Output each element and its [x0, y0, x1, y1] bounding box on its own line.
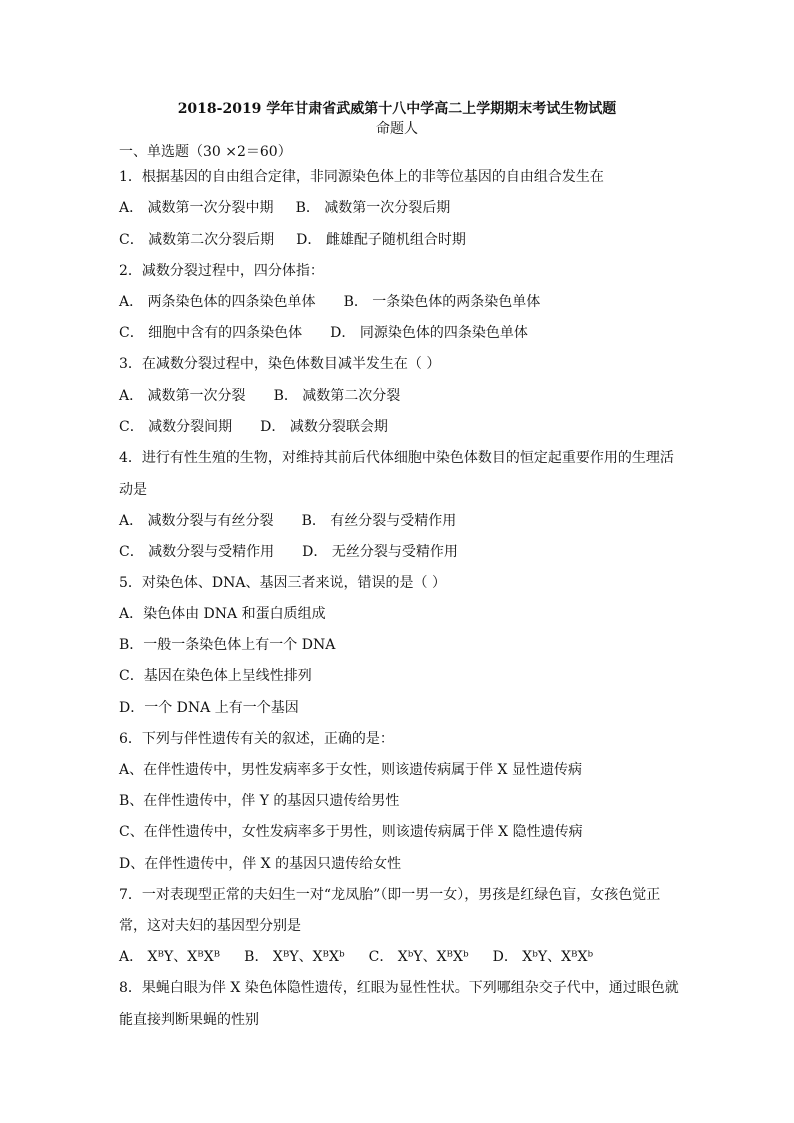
question-7-stem-line1: 7．一对表现型正常的夫妇生一对“龙凤胎”（即一男一女），男孩是红绿色盲，女孩色觉正: [119, 887, 661, 903]
q1-option-d: D． 雌雄配子随机组合时期: [296, 232, 466, 248]
question-7-stem-line2: 常，这对夫妇的基因型分别是: [119, 918, 301, 934]
question-4-stem-line2: 动是: [119, 482, 147, 498]
q2-option-a: A． 两条染色体的四条染色单体: [119, 294, 316, 310]
question-2-stem: 2．减数分裂过程中，四分体指：: [119, 263, 324, 279]
question-5-stem: 5．对染色体、DNA、基因三者来说，错误的是（ ）: [119, 575, 446, 591]
q5-option-c: C．基因在染色体上呈线性排列: [119, 668, 312, 684]
question-7-options: [119, 946, 593, 966]
q7-option-b: B． XᴮY、XᴮXᵇ: [244, 949, 345, 965]
question-3-options-row2: [119, 416, 388, 436]
q5-option-b: B．一般一条染色体上有一个 DNA: [119, 637, 336, 653]
q3-option-a: A． 减数第一次分裂: [119, 388, 246, 404]
q5-option-a: A．染色体由 DNA 和蛋白质组成: [119, 606, 326, 622]
q2-option-d: D． 同源染色体的四条染色单体: [330, 325, 528, 341]
question-3-stem: 3．在减数分裂过程中，染色体数目减半发生在（ ）: [119, 356, 441, 372]
question-8-stem-line1: 8．果蝇白眼为伴 X 染色体隐性遗传，红眼为显性性状。下列哪组杂交子代中，通过眼色就: [119, 980, 679, 996]
question-6-stem: 6．下列与伴性遗传有关的叙述，正确的是：: [119, 731, 394, 747]
q5-option-d: D．一个 DNA 上有一个基因: [119, 700, 299, 716]
section-heading: 一、单选题（30 ×2＝60）: [119, 144, 292, 160]
question-4-options-row2: [119, 541, 458, 561]
author-line: 命题人: [376, 121, 418, 137]
q2-option-c: C． 细胞中含有的四条染色体: [119, 325, 303, 341]
question-1-options-row1: [119, 197, 450, 217]
q6-option-d: D、在伴性遗传中，伴 X 的基因只遗传给女性: [119, 856, 402, 872]
exam-title: 2018-2019 学年甘肃省武威第十八中学高二上学期期末考试生物试题: [177, 101, 617, 117]
q3-option-d: D． 减数分裂联会期: [260, 419, 388, 435]
q4-option-d: D． 无丝分裂与受精作用: [302, 544, 458, 560]
q1-option-a: A． 减数第一次分裂中期: [119, 200, 274, 216]
question-4-options-row1: [119, 510, 456, 530]
question-1-options-row2: [119, 229, 466, 249]
q6-option-b: B、在伴性遗传中，伴 Y 的基因只遗传给男性: [119, 793, 400, 809]
question-3-options-row1: [119, 385, 400, 405]
q6-option-a: A、在伴性遗传中，男性发病率多于女性，则该遗传病属于伴 X 显性遗传病: [119, 762, 582, 778]
question-2-options-row1: [119, 291, 540, 311]
q4-option-a: A． 减数分裂与有丝分裂: [119, 513, 274, 529]
q4-option-c: C． 减数分裂与受精作用: [119, 544, 275, 560]
q3-option-b: B． 减数第二次分裂: [273, 388, 401, 404]
q6-option-c: C、在伴性遗传中，女性发病率多于男性，则该遗传病属于伴 X 隐性遗传病: [119, 824, 583, 840]
q2-option-b: B． 一条染色体的两条染色单体: [343, 294, 541, 310]
question-2-options-row2: [119, 322, 528, 342]
q7-option-a: A． XᴮY、XᴮXᴮ: [119, 949, 221, 965]
q4-option-b: B． 有丝分裂与受精作用: [301, 513, 457, 529]
q3-option-c: C． 减数分裂间期: [119, 419, 233, 435]
q1-option-c: C． 减数第二次分裂后期: [119, 232, 275, 248]
question-8-stem-line2: 能直接判断果蝇的性别: [119, 1012, 259, 1028]
q1-option-b: B． 减数第一次分裂后期: [295, 200, 451, 216]
question-4-stem-line1: 4．进行有性生殖的生物，对维持其前后代体细胞中染色体数目的恒定起重要作用的生理活: [119, 450, 674, 466]
question-1-stem: 1．根据基因的自由组合定律，非同源染色体上的非等位基因的自由组合发生在: [119, 169, 604, 185]
q7-option-c: C． XᵇY、XᴮXᵇ: [368, 949, 469, 965]
q7-option-d: D． XᵇY、XᴮXᵇ: [492, 949, 594, 965]
